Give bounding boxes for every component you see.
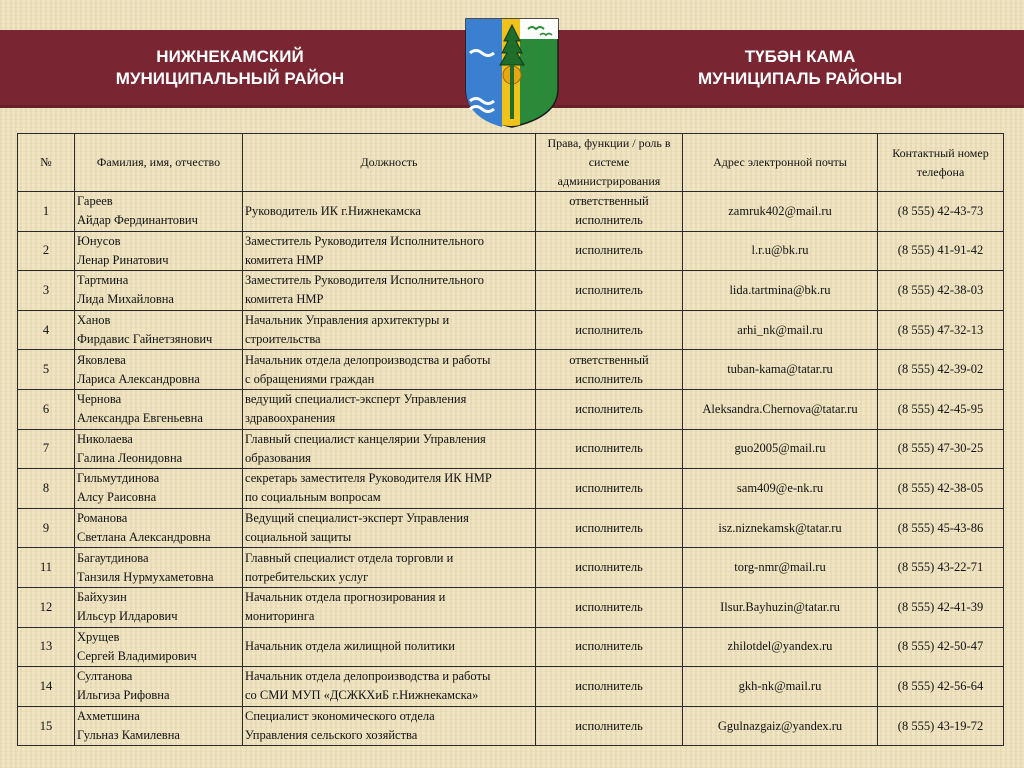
phone-number: (8 555) 42-45-95 (878, 389, 1004, 429)
given-name-patronymic: Айдар Фердинантович (77, 213, 198, 228)
email-address: guo2005@mail.ru (683, 429, 878, 469)
phone-number: (8 555) 43-19-72 (878, 706, 1004, 746)
full-name (75, 231, 243, 271)
position-line1: Начальник отдела жилищной политики (245, 639, 455, 654)
admin-role (536, 706, 683, 746)
surname: Хрущев (77, 629, 120, 644)
header-role: Права, функции / роль в системе администрирования (536, 134, 683, 192)
table-row (18, 627, 1004, 667)
district-name-ru-line1: НИЖНЕКАМСКИЙ (156, 47, 304, 66)
given-name-patronymic: Александра Евгеньевна (77, 411, 203, 426)
phone-number: (8 555) 47-32-13 (878, 310, 1004, 350)
table-row (18, 548, 1004, 588)
position (243, 706, 536, 746)
position (243, 508, 536, 548)
role-line1: исполнитель (575, 639, 643, 654)
phone-number: (8 555) 43-22-71 (878, 548, 1004, 588)
role-line2: исполнитель (575, 213, 643, 228)
admin-role (536, 231, 683, 271)
table-row (18, 271, 1004, 311)
given-name-patronymic: Лариса Александровна (77, 371, 200, 386)
role-line1: исполнитель (575, 441, 643, 456)
phone-number: (8 555) 42-50-47 (878, 627, 1004, 667)
role-line1: исполнитель (575, 243, 643, 258)
position (243, 350, 536, 390)
role-line1: ответственный (569, 352, 649, 367)
row-number: 14 (18, 667, 75, 707)
given-name-patronymic: Ленар Ринатович (77, 252, 169, 267)
surname: Багаутдинова (77, 550, 149, 565)
row-number: 7 (18, 429, 75, 469)
table-row (18, 350, 1004, 390)
row-number: 5 (18, 350, 75, 390)
position (243, 548, 536, 588)
role-line1: исполнитель (575, 560, 643, 575)
row-number: 6 (18, 389, 75, 429)
district-name-tt-line2: МУНИЦИПАЛЬ РАЙОНЫ (698, 69, 902, 88)
position (243, 469, 536, 509)
row-number: 8 (18, 469, 75, 509)
position-line2: социальной защиты (245, 530, 352, 545)
header-position: Должность (243, 134, 536, 192)
admin-role (536, 508, 683, 548)
role-line1: исполнитель (575, 401, 643, 416)
header-phone: Контактный номер телефона (878, 134, 1004, 192)
position-line2: строительства (245, 332, 321, 347)
surname: Ахметшина (77, 709, 140, 724)
position (243, 389, 536, 429)
position-line2: комитета НМР (245, 252, 324, 267)
admin-role (536, 469, 683, 509)
full-name (75, 271, 243, 311)
phone-number: (8 555) 42-56-64 (878, 667, 1004, 707)
position-line2: со СМИ МУП «ДСЖКХиБ г.Нижнекамска» (245, 688, 479, 703)
given-name-patronymic: Танзиля Нурмухаметовна (77, 569, 214, 584)
email-address: Aleksandra.Chernova@tatar.ru (683, 389, 878, 429)
position (243, 429, 536, 469)
email-address: Ggulnazgaiz@yandex.ru (683, 706, 878, 746)
position-line1: Специалист экономического отдела (245, 709, 435, 724)
role-line1: исполнитель (575, 520, 643, 535)
admin-role (536, 271, 683, 311)
surname: Николаева (77, 431, 133, 446)
role-line1: исполнитель (575, 718, 643, 733)
table-row (18, 706, 1004, 746)
row-number: 2 (18, 231, 75, 271)
table-row (18, 667, 1004, 707)
given-name-patronymic: Гульназ Камилевна (77, 728, 180, 743)
row-number: 11 (18, 548, 75, 588)
position-line1: ведущий специалист-эксперт Управления (245, 392, 467, 407)
full-name (75, 310, 243, 350)
district-name-tatar (630, 46, 970, 90)
row-number: 13 (18, 627, 75, 667)
role-line1: исполнитель (575, 599, 643, 614)
table-body (18, 192, 1004, 746)
full-name (75, 389, 243, 429)
admin-role (536, 192, 683, 232)
role-line2: исполнитель (575, 371, 643, 386)
full-name (75, 548, 243, 588)
email-address: Ilsur.Bayhuzin@tatar.ru (683, 587, 878, 627)
position-line1: Руководитель ИК г.Нижнекамска (245, 203, 421, 218)
full-name (75, 508, 243, 548)
given-name-patronymic: Алсу Раисовна (77, 490, 157, 505)
surname: Тартмина (77, 273, 129, 288)
position-line2: комитета НМР (245, 292, 324, 307)
table-row (18, 508, 1004, 548)
position-line1: Начальник Управления архитектуры и (245, 313, 450, 328)
admin-role (536, 667, 683, 707)
admin-role (536, 389, 683, 429)
position (243, 192, 536, 232)
full-name (75, 429, 243, 469)
role-line1: исполнитель (575, 282, 643, 297)
table-row (18, 389, 1004, 429)
surname: Ханов (77, 313, 111, 328)
district-name-ru-line2: МУНИЦИПАЛЬНЫЙ РАЙОН (115, 69, 345, 88)
header-num: № (18, 134, 75, 192)
phone-number: (8 555) 47-30-25 (878, 429, 1004, 469)
full-name (75, 350, 243, 390)
position (243, 667, 536, 707)
row-number: 12 (18, 587, 75, 627)
phone-number: (8 555) 42-41-39 (878, 587, 1004, 627)
position (243, 587, 536, 627)
surname: Гареев (77, 194, 113, 209)
phone-number: (8 555) 42-39-02 (878, 350, 1004, 390)
phone-number: (8 555) 42-43-73 (878, 192, 1004, 232)
table-row (18, 469, 1004, 509)
full-name (75, 192, 243, 232)
position (243, 310, 536, 350)
admin-role (536, 548, 683, 588)
contacts-table (17, 133, 1004, 746)
email-address: arhi_nk@mail.ru (683, 310, 878, 350)
position-line2: образования (245, 450, 311, 465)
position-line1: Начальник отдела прогнозирования и (245, 590, 446, 605)
surname: Юнусов (77, 233, 121, 248)
admin-role (536, 429, 683, 469)
district-name-russian (60, 46, 400, 90)
position-line2: Управления сельского хозяйства (245, 728, 418, 743)
header-email: Адрес электронной почты (683, 134, 878, 192)
admin-role (536, 587, 683, 627)
admin-role (536, 350, 683, 390)
position-line2: с обращениями граждан (245, 371, 375, 386)
row-number: 9 (18, 508, 75, 548)
position-line1: секретарь заместителя Руководителя ИК НМР (245, 471, 492, 486)
full-name (75, 627, 243, 667)
surname: Чернова (77, 392, 122, 407)
role-line1: исполнитель (575, 480, 643, 495)
header-name: Фамилия, имя, отчество (75, 134, 243, 192)
full-name (75, 469, 243, 509)
position-line2: по социальным вопросам (245, 490, 381, 505)
given-name-patronymic: Светлана Александровна (77, 530, 211, 545)
district-name-tt-line1: ТҮБӘН КАМА (744, 47, 856, 66)
given-name-patronymic: Галина Леонидовна (77, 450, 183, 465)
email-address: torg-nmr@mail.ru (683, 548, 878, 588)
full-name (75, 667, 243, 707)
position-line1: Заместитель Руководителя Исполнительного (245, 273, 485, 288)
email-address: zhilotdel@yandex.ru (683, 627, 878, 667)
email-address: l.r.u@bk.ru (683, 231, 878, 271)
table-row (18, 587, 1004, 627)
email-address: gkh-nk@mail.ru (683, 667, 878, 707)
full-name (75, 706, 243, 746)
surname: Султанова (77, 669, 133, 684)
given-name-patronymic: Ильсур Илдарович (77, 609, 178, 624)
surname: Романова (77, 511, 128, 526)
email-address: sam409@e-nk.ru (683, 469, 878, 509)
table-header-row (18, 134, 1004, 192)
position-line1: Главный специалист канцелярии Управления (245, 431, 486, 446)
position-line1: Заместитель Руководителя Исполнительного (245, 233, 485, 248)
position-line2: здравоохранения (245, 411, 336, 426)
position (243, 271, 536, 311)
full-name (75, 587, 243, 627)
position-line1: Начальник отдела делопроизводства и работы (245, 669, 491, 684)
position-line1: Главный специалист отдела торговли и (245, 550, 454, 565)
given-name-patronymic: Сергей Владимирович (77, 648, 197, 663)
row-number: 3 (18, 271, 75, 311)
position (243, 627, 536, 667)
position (243, 231, 536, 271)
email-address: zamruk402@mail.ru (683, 192, 878, 232)
role-line1: исполнитель (575, 322, 643, 337)
table-row (18, 310, 1004, 350)
phone-number: (8 555) 45-43-86 (878, 508, 1004, 548)
phone-number: (8 555) 42-38-05 (878, 469, 1004, 509)
phone-number: (8 555) 42-38-03 (878, 271, 1004, 311)
phone-number: (8 555) 41-91-42 (878, 231, 1004, 271)
role-line1: исполнитель (575, 678, 643, 693)
email-address: tuban-kama@tatar.ru (683, 350, 878, 390)
admin-role (536, 627, 683, 667)
surname: Гильмутдинова (77, 471, 160, 486)
position-line1: Ведущий специалист-эксперт Управления (245, 511, 469, 526)
nizhnekamsk-coat-of-arms-icon (462, 17, 562, 129)
position-line1: Начальник отдела делопроизводства и работы (245, 352, 491, 367)
table-row (18, 192, 1004, 232)
table-row (18, 429, 1004, 469)
table-row (18, 231, 1004, 271)
row-number: 15 (18, 706, 75, 746)
position-line2: мониторинга (245, 609, 315, 624)
row-number: 1 (18, 192, 75, 232)
contacts-table-container (17, 133, 1003, 746)
surname: Яковлева (77, 352, 126, 367)
email-address: isz.niznekamsk@tatar.ru (683, 508, 878, 548)
given-name-patronymic: Лида Михайловна (77, 292, 174, 307)
given-name-patronymic: Ильгиза Рифовна (77, 688, 170, 703)
email-address: lida.tartmina@bk.ru (683, 271, 878, 311)
row-number: 4 (18, 310, 75, 350)
admin-role (536, 310, 683, 350)
given-name-patronymic: Фирдавис Гайнетзянович (77, 332, 213, 347)
position-line2: потребительских услуг (245, 569, 369, 584)
role-line1: ответственный (569, 194, 649, 209)
surname: Байхузин (77, 590, 127, 605)
